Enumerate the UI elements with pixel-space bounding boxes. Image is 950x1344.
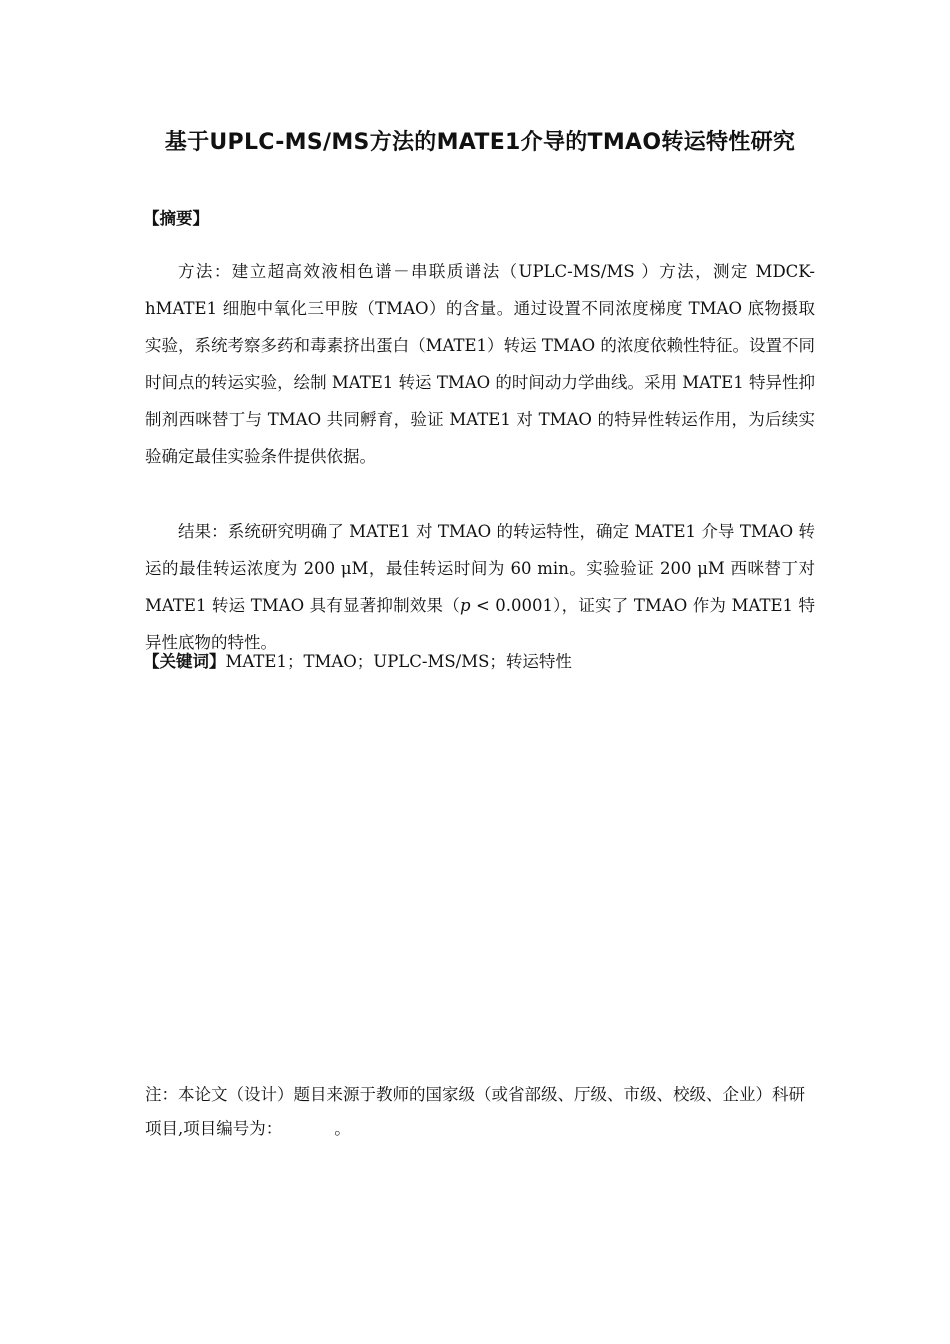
keywords-line	[143, 648, 572, 676]
footnote	[145, 1078, 820, 1146]
p-value-symbol: p	[459, 595, 471, 615]
footnote-text: 注：本论文（设计）题目来源于教师的国家级（或省部级、厅级、市级、校级、企业）科研项目,项目编号为：	[145, 1085, 805, 1138]
abstract-heading: 【摘要】	[143, 209, 209, 228]
keywords-label: 【关键词】	[143, 652, 226, 671]
footnote-end: 。	[334, 1119, 351, 1138]
keywords-text: MATE1；TMAO；UPLC-MS/MS；转运特性	[225, 652, 572, 671]
abstract-methods-paragraph: 方法：建立超高效液相色谱－串联质谱法（UPLC-MS/MS ）方法，测定 MDCK-hMATE1 细胞中氧化三甲胺（TMAO）的含量。通过设置不同浓度梯度 TMAO 底物摄取实验，系统考察多药和毒素挤出蛋白（MATE1）转运 TMAO 的浓度依赖性特征。设置不同时间点的转运实验，绘制 MATE1 转运 TMAO 的时间动力学曲线。采用 MATE1 特异性抑制剂西咪替丁与 TMAO 共同孵育，验证 MATE1 对 TMAO 的特异性转运作用，为后续实验确定最佳实验条件提供依据。	[145, 261, 815, 466]
results-text-after-p: < 0.0001），证实了 TMAO 作为 MATE1 特异性底物的特性。	[145, 595, 815, 652]
paper-title: 基于UPLC-MS/MS方法的MATE1介导的TMAO转运特性研究	[164, 130, 796, 155]
results-text-before-p: 结果：系统研究明确了 MATE1 对 TMAO 的转运特性，确定 MATE1 介导 TMAO 转运的最佳转运浓度为 200 μM，最佳转运时间为 60 min。实验验证 200 μM 西咪替丁对 MATE1 转运 TMAO 具有显著抑制效果（	[145, 521, 815, 615]
abstract-results-paragraph	[145, 513, 815, 661]
